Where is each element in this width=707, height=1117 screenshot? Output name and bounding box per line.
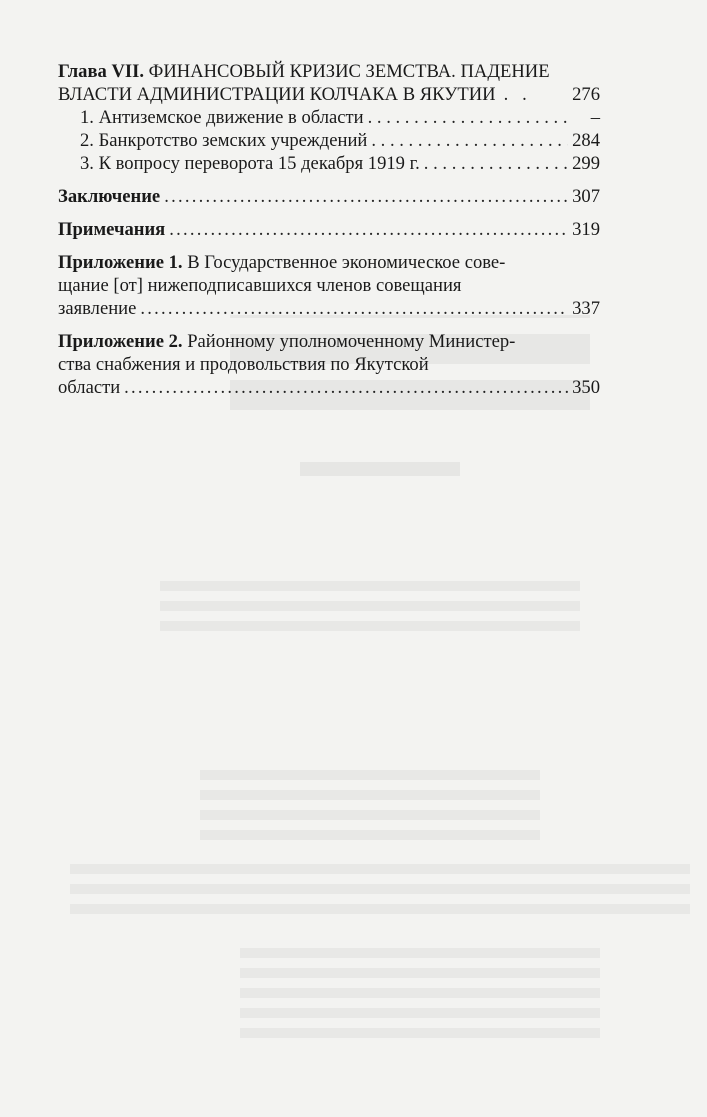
- show-through-paragraph-block-3: [70, 858, 690, 914]
- section-7-1-leader-dots: [368, 106, 568, 129]
- chapter-7-leader-dots: . .: [503, 84, 532, 105]
- conclusion-page-number: 307: [572, 186, 600, 207]
- toc-chapter-7-line-1: [58, 60, 600, 83]
- appendix-2-title-line-3: области: [58, 377, 121, 398]
- section-7-1-title: 1. Антиземское движение в области: [80, 107, 364, 128]
- toc-section-7-1: [58, 106, 600, 129]
- toc-notes-line: [58, 218, 600, 241]
- notes-page-number: 319: [572, 219, 600, 240]
- toc-appendix-1-line-2: [58, 274, 600, 297]
- chapter-7-title-line-2: ВЛАСТИ АДМИНИСТРАЦИИ КОЛЧАКА В ЯКУТИИ: [58, 84, 496, 105]
- appendix-2-page-number: 350: [572, 377, 600, 398]
- toc-entry-conclusion: [58, 185, 600, 208]
- appendix-1-title-line-2: щание [от] нижеподписавшихся членов совещания: [58, 275, 462, 296]
- chapter-7-title-line-1: ФИНАНСОВЫЙ КРИЗИС ЗЕМСТВА. ПАДЕНИЕ: [148, 61, 550, 82]
- toc-entry-notes: [58, 218, 600, 241]
- conclusion-leader-dots: [164, 185, 568, 208]
- toc-appendix-1-line-1: [58, 251, 600, 274]
- appendix-2-title-line-2: ства снабжения и продовольствия по Якутской: [58, 354, 429, 375]
- toc-chapter-7-line-2: [58, 83, 600, 106]
- appendix-1-label: Приложение 1.: [58, 252, 183, 273]
- appendix-1-title-line-3: заявление: [58, 298, 137, 319]
- notes-label: Примечания: [58, 219, 166, 240]
- toc-section-7-3: [58, 152, 600, 175]
- section-7-3-page-number: 299: [572, 153, 600, 174]
- notes-leader-dots: [169, 218, 568, 241]
- toc-entry-chapter-7: [58, 60, 600, 175]
- section-7-3-title: 3. К вопросу переворота 15 декабря 1919 г.: [80, 153, 420, 174]
- show-through-subtitle-block: [300, 462, 460, 476]
- toc-conclusion-line: [58, 185, 600, 208]
- appendix-1-page-number: 337: [572, 298, 600, 319]
- section-7-1-page-number: –: [590, 107, 600, 128]
- show-through-title-block: [230, 315, 590, 410]
- show-through-paragraph-block-2: [200, 768, 540, 840]
- appendix-2-label: Приложение 2.: [58, 331, 183, 352]
- appendix-1-title-line-1: В Государственное экономическое сове-: [187, 252, 506, 273]
- section-7-2-page-number: 284: [572, 130, 600, 151]
- toc-entry-appendix-1: [58, 251, 600, 320]
- chapter-7-page-number: 276: [572, 84, 600, 105]
- show-through-paragraph-block-4: [240, 938, 600, 1038]
- show-through-paragraph-block-1: [160, 575, 580, 631]
- section-7-2-title: 2. Банкротство земских учреждений: [80, 130, 368, 151]
- section-7-2-leader-dots: [371, 129, 568, 152]
- appendix-2-title-line-1: Районному уполномоченному Министер-: [187, 331, 516, 352]
- conclusion-label: Заключение: [58, 186, 161, 207]
- chapter-7-label: Глава VII.: [58, 61, 144, 82]
- toc-section-7-2: [58, 129, 600, 152]
- section-7-3-leader-dots: [424, 152, 568, 175]
